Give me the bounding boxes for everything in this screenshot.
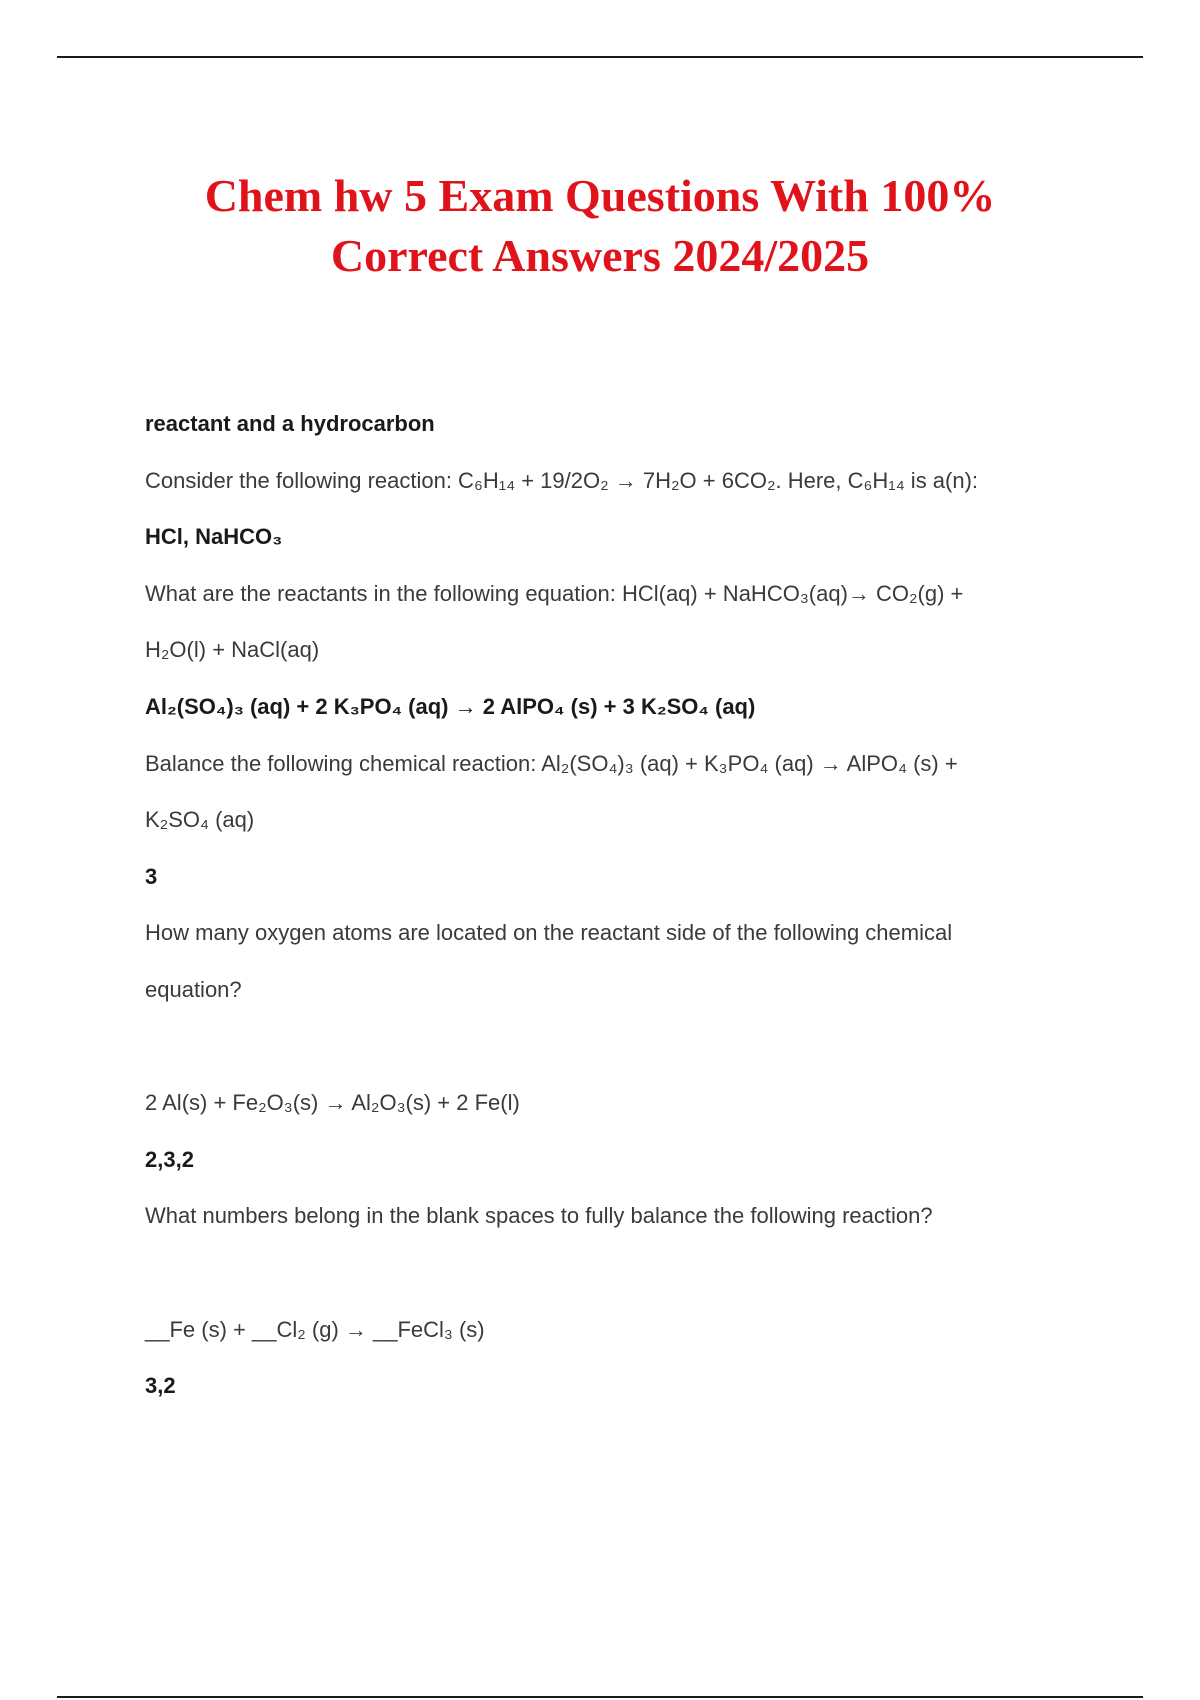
question-5-line-1: What numbers belong in the blank spaces to fully balance the following reaction? [145,1203,933,1229]
answer-5: 2,3,2 [145,1146,194,1172]
answer-6: 3,2 [145,1373,176,1399]
title-line-1: Chem hw 5 Exam Questions With 100% [204,170,996,221]
question-1: Consider the following reaction: C₆H₁₄ + 19/2O₂ → 7H₂O + 6CO₂. Here, C₆H₁₄ is a(n): [145,467,979,493]
question-4-equation: 2 Al(s) + Fe₂O₃(s) → Al₂O₃(s) + 2 Fe(l) [145,1090,520,1116]
question-5-equation: __Fe (s) + __Cl₂ (g) → __FeCl₃ (s) [145,1316,485,1342]
answer-3: Al₂(SO₄)₃ (aq) + 2 K₃PO₄ (aq) → 2 AlPO₄ (s) + 3 K₂SO₄ (aq) [145,693,756,719]
question-3-line-2: K₂SO₄ (aq) [145,807,255,833]
question-4-line-1: How many oxygen atoms are located on the reactant side of the following chemical [145,920,953,946]
top-rule [57,56,1143,58]
title-line-2: Correct Answers 2024/2025 [330,230,870,281]
answer-2: HCl, NaHCO₃ [145,524,283,550]
answer-4: 3 [145,863,158,889]
spacer [145,1245,1075,1302]
question-3-line-1: Balance the following chemical reaction: Al₂(SO₄)₃ (aq) + K₃PO₄ (aq) → AlPO₄ (s) + [145,750,958,776]
question-2-line-2: H₂O(l) + NaCl(aq) [145,637,320,663]
qa-content [145,396,1075,1415]
answer-1: reactant and a hydrocarbon [145,411,435,436]
page-title [100,166,1100,286]
question-2-line-1: What are the reactants in the following equation: HCl(aq) + NaHCO₃(aq)→ CO₂(g) + [145,580,964,606]
bottom-rule [57,1696,1143,1698]
spacer [145,1019,1075,1076]
question-4-line-2: equation? [145,976,242,1002]
